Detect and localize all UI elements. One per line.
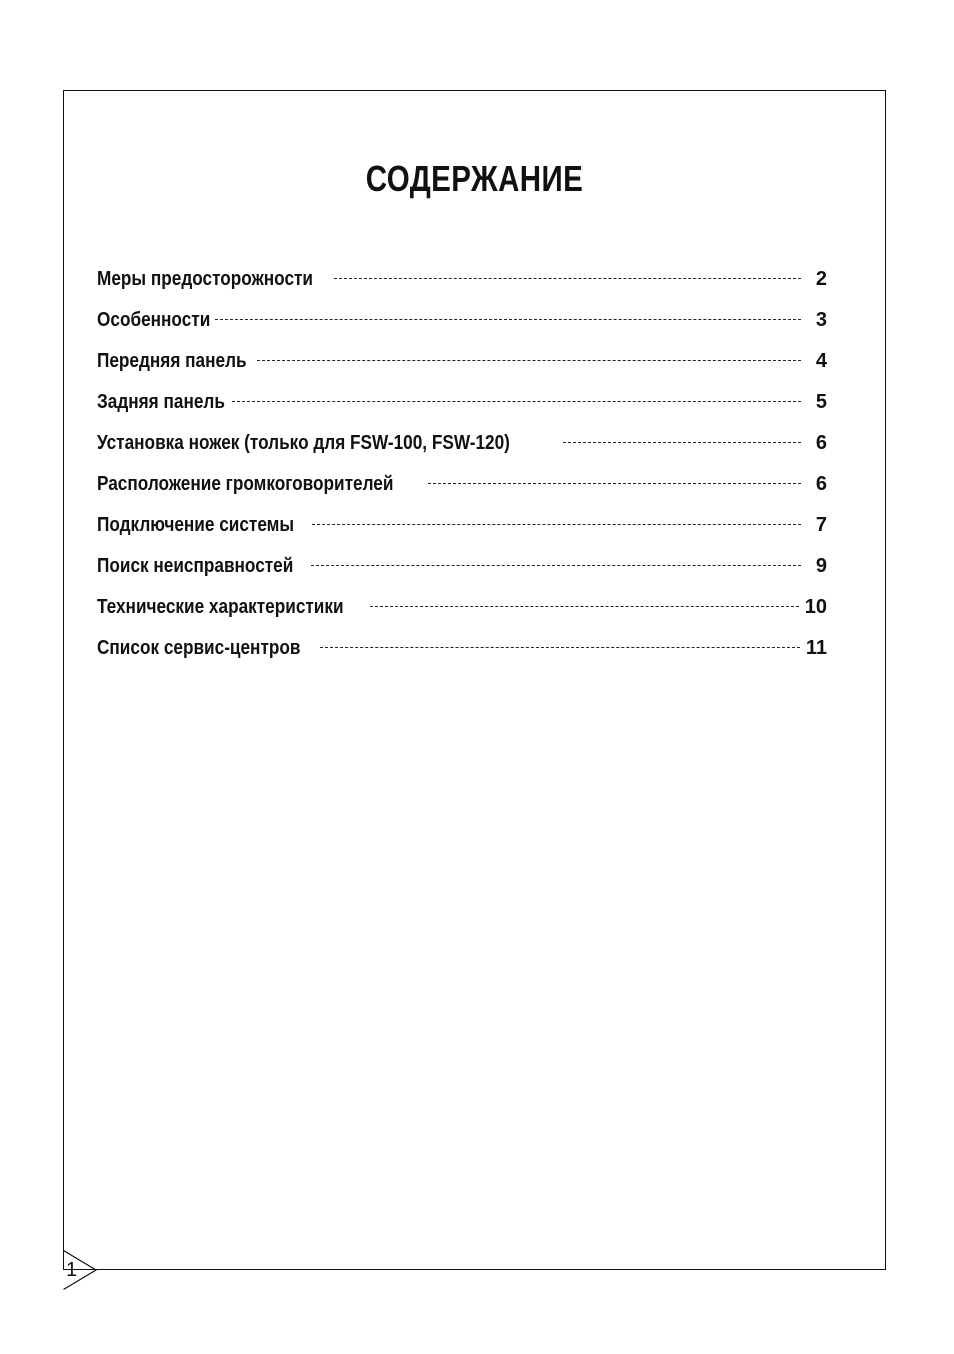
page-title: СОДЕРЖАНИЕ xyxy=(365,158,584,199)
toc-dot-leader xyxy=(232,401,801,402)
toc-dot-leader xyxy=(563,442,801,443)
toc-entry-page: 6 xyxy=(815,473,827,495)
page-border-frame xyxy=(63,90,886,1270)
toc-entry-label: Установка ножек (только для FSW-100, FSW-120) xyxy=(97,432,510,454)
toc-entry-page: 5 xyxy=(815,391,827,413)
toc-entry-page: 4 xyxy=(815,350,827,372)
toc-entry-label: Подключение системы xyxy=(97,514,295,536)
toc-entry-label: Технические характеристики xyxy=(97,596,344,618)
toc-dot-leader xyxy=(428,483,801,484)
toc-entry[interactable] xyxy=(97,637,827,678)
toc-entry[interactable] xyxy=(97,309,827,350)
toc-entry-page: 7 xyxy=(815,514,827,536)
toc-entry-label: Меры предосторожности xyxy=(97,268,314,290)
toc-entry-page: 6 xyxy=(815,432,827,454)
toc-entry-label: Список сервис-центров xyxy=(97,637,301,659)
toc-entry-page: 9 xyxy=(815,555,827,577)
toc-dot-leader xyxy=(370,606,799,607)
page-number: 1 xyxy=(66,1259,78,1281)
toc-entry[interactable] xyxy=(97,596,827,637)
toc-entry-label: Задняя панель xyxy=(97,391,225,413)
toc-entry[interactable] xyxy=(97,432,827,473)
toc-dot-leader xyxy=(311,565,801,566)
toc-entry[interactable] xyxy=(97,555,827,596)
toc-entry-label: Расположение громкоговорителей xyxy=(97,473,394,495)
table-of-contents xyxy=(97,268,827,678)
toc-entry-page: 11 xyxy=(805,637,827,659)
toc-dot-leader xyxy=(334,278,801,279)
toc-entry[interactable] xyxy=(97,514,827,555)
toc-entry-page: 10 xyxy=(804,596,827,618)
toc-entry-page: 3 xyxy=(815,309,827,331)
toc-entry[interactable] xyxy=(97,473,827,514)
toc-entry-page: 2 xyxy=(815,268,827,290)
toc-entry[interactable] xyxy=(97,350,827,391)
toc-entry[interactable] xyxy=(97,268,827,309)
page-number-marker xyxy=(63,1250,99,1290)
toc-dot-leader xyxy=(215,319,801,320)
toc-dot-leader xyxy=(257,360,801,361)
toc-entry-label: Особенности xyxy=(97,309,211,331)
toc-dot-leader xyxy=(320,647,800,648)
toc-entry-label: Передняя панель xyxy=(97,350,247,372)
toc-entry[interactable] xyxy=(97,391,827,432)
toc-dot-leader xyxy=(312,524,801,525)
toc-entry-label: Поиск неисправностей xyxy=(97,555,294,577)
